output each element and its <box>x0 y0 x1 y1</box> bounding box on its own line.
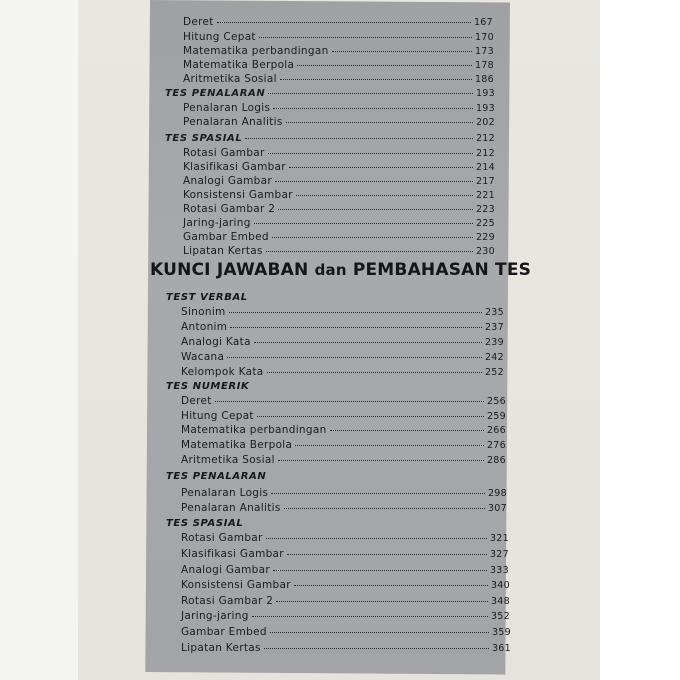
toc-entry-page: 307 <box>487 503 507 514</box>
toc-entry-label: Sinonim <box>181 306 226 318</box>
leader-dots <box>270 632 489 633</box>
leader-dots <box>275 181 473 182</box>
toc-entry-page: 225 <box>475 218 495 229</box>
section-heading: TES PENALARAN <box>166 471 267 482</box>
toc-entry-page: 229 <box>475 232 495 243</box>
toc-entry-page: 186 <box>474 74 494 85</box>
leader-dots <box>254 342 482 343</box>
toc-entry-label: Jaring-jaring <box>181 610 249 622</box>
toc-entry <box>183 245 495 257</box>
toc-entry-label: Rotasi Gambar 2 <box>181 595 274 607</box>
leader-dots <box>264 648 489 649</box>
leader-dots <box>297 65 472 66</box>
section-heading-row <box>165 133 495 144</box>
toc-entry <box>181 548 509 560</box>
leader-dots <box>227 357 482 358</box>
toc-entry-page: 298 <box>487 488 507 499</box>
toc-entry-label: Rotasi Gambar <box>181 532 263 544</box>
toc-entry <box>181 595 510 607</box>
section-heading: TES SPASIAL <box>166 518 244 529</box>
toc-entry-page: 178 <box>474 60 494 71</box>
toc-entry-label: Gambar Embed <box>183 231 269 243</box>
toc-entry <box>181 306 504 318</box>
leader-dots <box>268 153 473 154</box>
leader-dots <box>217 22 471 23</box>
toc-entry-label: Rotasi Gambar <box>183 147 265 159</box>
leader-dots <box>276 601 488 602</box>
toc-entry <box>183 217 495 229</box>
toc-entry-label: Deret <box>183 16 214 28</box>
toc-entry <box>181 424 506 436</box>
toc-entry-label: Lipatan Kertas <box>181 642 261 654</box>
toc-entry <box>181 532 509 544</box>
leader-dots <box>245 138 473 139</box>
toc-entry <box>183 189 495 201</box>
toc-entry <box>183 147 495 159</box>
chapter-title-connector: dan <box>314 261 347 279</box>
toc-entry-page: 221 <box>475 190 495 201</box>
toc-entry-page: 167 <box>473 17 493 28</box>
toc-entry <box>181 626 511 638</box>
leader-dots <box>271 493 485 494</box>
toc-entry-label: Matematika perbandingan <box>181 424 327 436</box>
toc-entry <box>181 579 510 591</box>
leader-dots <box>266 538 487 539</box>
leader-dots <box>230 327 482 328</box>
toc-entry-page: 217 <box>475 176 495 187</box>
leader-dots <box>229 312 482 313</box>
toc-entry-label: Lipatan Kertas <box>183 245 263 257</box>
section-heading-page: 193 <box>475 88 495 99</box>
toc-entry-page: 321 <box>489 533 509 544</box>
toc-entry-page: 276 <box>486 440 506 451</box>
toc-entry <box>181 321 504 333</box>
toc-entry <box>183 175 495 187</box>
toc-entry-page: 212 <box>475 148 495 159</box>
toc-entry <box>181 366 504 378</box>
toc-entry-label: Hitung Cepat <box>183 31 256 43</box>
toc-entry <box>181 439 506 451</box>
leader-dots <box>267 372 482 373</box>
toc-entry <box>181 487 507 499</box>
toc-entry <box>181 410 506 422</box>
toc-entry-label: Klasifikasi Gambar <box>181 548 284 560</box>
leader-dots <box>266 251 473 252</box>
toc-entry <box>183 31 494 43</box>
toc-entry-label: Rotasi Gambar 2 <box>183 203 276 215</box>
toc-entry-label: Matematika Berpola <box>183 59 295 71</box>
toc-entry-page: 230 <box>475 246 495 257</box>
toc-entry <box>181 564 509 576</box>
toc-entry-label: Matematika Berpola <box>181 439 293 451</box>
toc-entry <box>183 102 495 114</box>
toc-entry <box>181 610 510 622</box>
toc-entry-page: 202 <box>475 117 495 128</box>
toc-entry <box>181 336 504 348</box>
toc-entry <box>181 395 506 407</box>
toc-entry-page: 235 <box>484 307 504 318</box>
leader-dots <box>295 445 484 446</box>
leader-dots <box>289 167 473 168</box>
toc-entry <box>181 642 511 654</box>
leader-dots <box>259 37 472 38</box>
toc-entry-page: 252 <box>484 367 504 378</box>
leader-dots <box>278 209 473 210</box>
leader-dots <box>273 570 487 571</box>
leader-dots <box>273 108 473 109</box>
toc-entry-label: Penalaran Analitis <box>181 502 281 514</box>
toc-entry-page: 352 <box>490 611 510 622</box>
toc-entry-page: 223 <box>475 204 495 215</box>
toc-entry-page: 239 <box>484 337 504 348</box>
leader-dots <box>296 195 473 196</box>
toc-entry <box>183 16 493 28</box>
toc-entry-label: Deret <box>181 395 212 407</box>
toc-entry-label: Matematika perbandingan <box>183 45 329 57</box>
toc-entry <box>181 351 504 363</box>
toc-entry <box>183 73 494 85</box>
leader-dots <box>287 554 487 555</box>
toc-entry-label: Aritmetika Sosial <box>181 454 275 466</box>
toc-entry-label: Jaring-jaring <box>183 217 251 229</box>
toc-entry-page: 266 <box>486 425 506 436</box>
section-heading: TES SPASIAL <box>165 133 243 144</box>
toc-entry-page: 286 <box>486 455 506 466</box>
toc-entry-page: 193 <box>475 103 495 114</box>
toc-entry <box>181 502 507 514</box>
toc-entry-page: 340 <box>490 580 510 591</box>
leader-dots <box>254 223 473 224</box>
toc-entry-label: Analogi Gambar <box>181 564 270 576</box>
toc-entry-label: Penalaran Logis <box>181 487 269 499</box>
toc-entry <box>181 454 506 466</box>
section-heading: TES NUMERIK <box>166 381 250 392</box>
toc-entry-page: 242 <box>484 352 504 363</box>
toc-entry-page: 256 <box>486 396 506 407</box>
toc-entry <box>183 161 495 173</box>
leader-dots <box>294 585 488 586</box>
leader-dots <box>332 51 472 52</box>
leader-dots <box>257 416 484 417</box>
toc-entry <box>183 59 494 71</box>
toc-entry-label: Antonim <box>181 321 228 333</box>
toc-entry <box>183 203 495 215</box>
toc-entry-label: Kelompok Kata <box>181 366 264 378</box>
toc-entry-label: Analogi Kata <box>181 336 251 348</box>
chapter-title <box>150 260 531 280</box>
leader-dots <box>252 616 488 617</box>
toc-entry-page: 359 <box>491 627 511 638</box>
toc-entry-page: 259 <box>486 411 506 422</box>
chapter-title-end: PEMBAHASAN TES <box>352 260 532 280</box>
toc-entry-page: 237 <box>484 322 504 333</box>
leader-dots <box>278 460 484 461</box>
leader-dots <box>268 93 473 94</box>
toc-entry-label: Wacana <box>181 351 225 363</box>
leader-dots <box>280 79 472 80</box>
toc-entry-page: 170 <box>474 32 494 43</box>
toc-entry-page: 333 <box>489 565 509 576</box>
toc-entry-label: Konsistensi Gambar <box>183 189 293 201</box>
toc-entry-label: Konsistensi Gambar <box>181 579 291 591</box>
toc-entry <box>183 45 494 57</box>
toc-entry-label: Penalaran Logis <box>183 102 271 114</box>
toc-entry-page: 173 <box>474 46 494 57</box>
toc-entry-page: 348 <box>490 596 510 607</box>
section-heading: TES PENALARAN <box>165 88 266 99</box>
toc-entry-label: Aritmetika Sosial <box>183 73 277 85</box>
toc-entry-page: 214 <box>475 162 495 173</box>
leader-dots <box>272 237 473 238</box>
section-heading-page: 212 <box>475 133 495 144</box>
toc-entry-label: Penalaran Analitis <box>183 116 283 128</box>
toc-entry <box>183 116 495 128</box>
leader-dots <box>284 508 485 509</box>
chapter-title-main: KUNCI JAWABAN <box>150 260 309 280</box>
toc-entry-label: Gambar Embed <box>181 626 267 638</box>
section-heading-row <box>165 88 495 99</box>
toc-entry-page: 361 <box>491 643 511 654</box>
section-heading: TEST VERBAL <box>166 292 248 303</box>
toc-entry-label: Klasifikasi Gambar <box>183 161 286 173</box>
leader-dots <box>286 122 473 123</box>
toc-entry-page: 327 <box>489 549 509 560</box>
toc-entry <box>183 231 495 243</box>
toc-entry-label: Hitung Cepat <box>181 410 254 422</box>
leader-dots <box>215 401 484 402</box>
leader-dots <box>330 430 484 431</box>
toc-entry-label: Analogi Gambar <box>183 175 272 187</box>
